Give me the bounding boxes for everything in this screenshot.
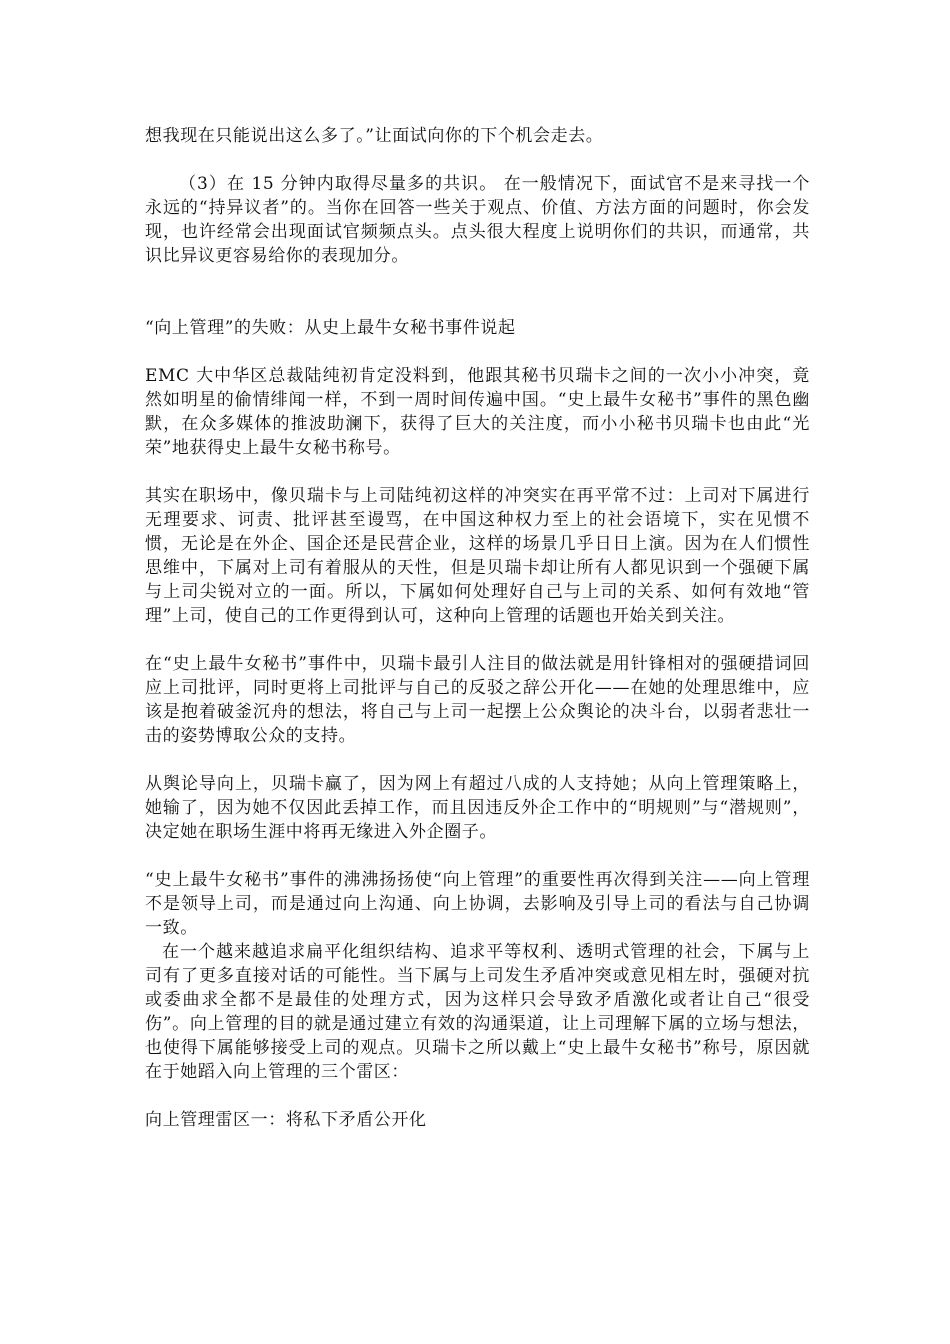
paragraph-emc-incident: EMC 大中华区总裁陆纯初肯定没料到，他跟其秘书贝瑞卡之间的一次小小冲突，竟然如明星的偷情绯闻一样，不到一周时间传遍中国。“史上最牛女秘书”事件的黑色幽默，在众多媒体的推波助澜下，获得了巨大的关注度，而小小秘书贝瑞卡也由此“光荣”地获得史上最牛女秘书称号。 bbox=[145, 366, 810, 458]
section-heading-upward-management-failure: “向上管理”的失败：从史上最牛女秘书事件说起 bbox=[145, 318, 516, 338]
paragraph-secretary-response: 在“史上最牛女秘书”事件中，贝瑞卡最引人注目的做法就是用针锋相对的强硬措词回应上司批评，同时更将上司批评与自己的反驳之辞公开化——在她的处理思维中，应该是抱着破釜沉舟的想法，将自己与上司一起摆上公众舆论的决斗台，以弱者悲壮一击的姿势博取公众的支持。 bbox=[145, 654, 810, 746]
paragraph-interview-closing: 想我现在只能说出这么多了。”让面试向你的下个机会走去。 bbox=[145, 126, 604, 146]
paragraph-consensus: （3）在 15 分钟内取得尽量多的共识。 在一般情况下，面试官不是来寻找一个永远的“持异议者”的。当你在回答一些关于观点、价值、方法方面的问题时，你会发现，也许经常会出现面试官频频点头。点头很大程度上说明你们的共识，而通常，共识比异议更容易给你的表现加分。 bbox=[145, 174, 810, 266]
document-body bbox=[145, 124, 810, 1132]
paragraph-flat-organization: 在一个越来越追求扁平化组织结构、追求平等权利、透明式管理的社会，下属与上司有了更多直接对话的可能性。当下属与上司发生矛盾冲突或意见相左时，强硬对抗或委曲求全都不是最佳的处理方式，因为这样只会导致矛盾激化或者让自己“很受伤”。向上管理的目的就是通过建立有效的沟通渠道，让上司理解下属的立场与想法，也使得下属能够接受上司的观点。贝瑞卡之所以戴上“史上最牛女秘书”称号，原因就在于她蹈入向上管理的三个雷区： bbox=[145, 942, 810, 1082]
paragraph-public-opinion: 从舆论导向上，贝瑞卡赢了，因为网上有超过八成的人支持她；从向上管理策略上，她输了，因为她不仅因此丢掉工作，而且因违反外企工作中的“明规则”与“潜规则”，决定她在职场生涯中将再无缘进入外企圈子。 bbox=[145, 774, 810, 842]
paragraph-workplace-conflict: 其实在职场中，像贝瑞卡与上司陆纯初这样的冲突实在再平常不过：上司对下属进行无理要求、诃责、批评甚至谩骂，在中国这种权力至上的社会语境下，实在见惯不惯，无论是在外企、国企还是民营企业，这样的场景几乎日日上演。因为在人们惯性思维中，下属对上司有着服从的天性，但是贝瑞卡却让所有人都见识到一个强硬下属与上司尖锐对立的一面。所以，下属如何处理好自己与上司的关系、如何有效地“管理”上司，使自己的工作更得到认可，这种向上管理的话题也开始关到关注。 bbox=[145, 486, 810, 626]
paragraph-upward-management-definition: “史上最牛女秘书”事件的沸沸扬扬使“向上管理”的重要性再次得到关注——向上管理不是领导上司，而是通过向上沟通、向上协调，去影响及引导上司的看法与自己协调一致。 bbox=[145, 870, 810, 938]
section-heading-minefield-one: 向上管理雷区一：将私下矛盾公开化 bbox=[145, 1110, 427, 1130]
